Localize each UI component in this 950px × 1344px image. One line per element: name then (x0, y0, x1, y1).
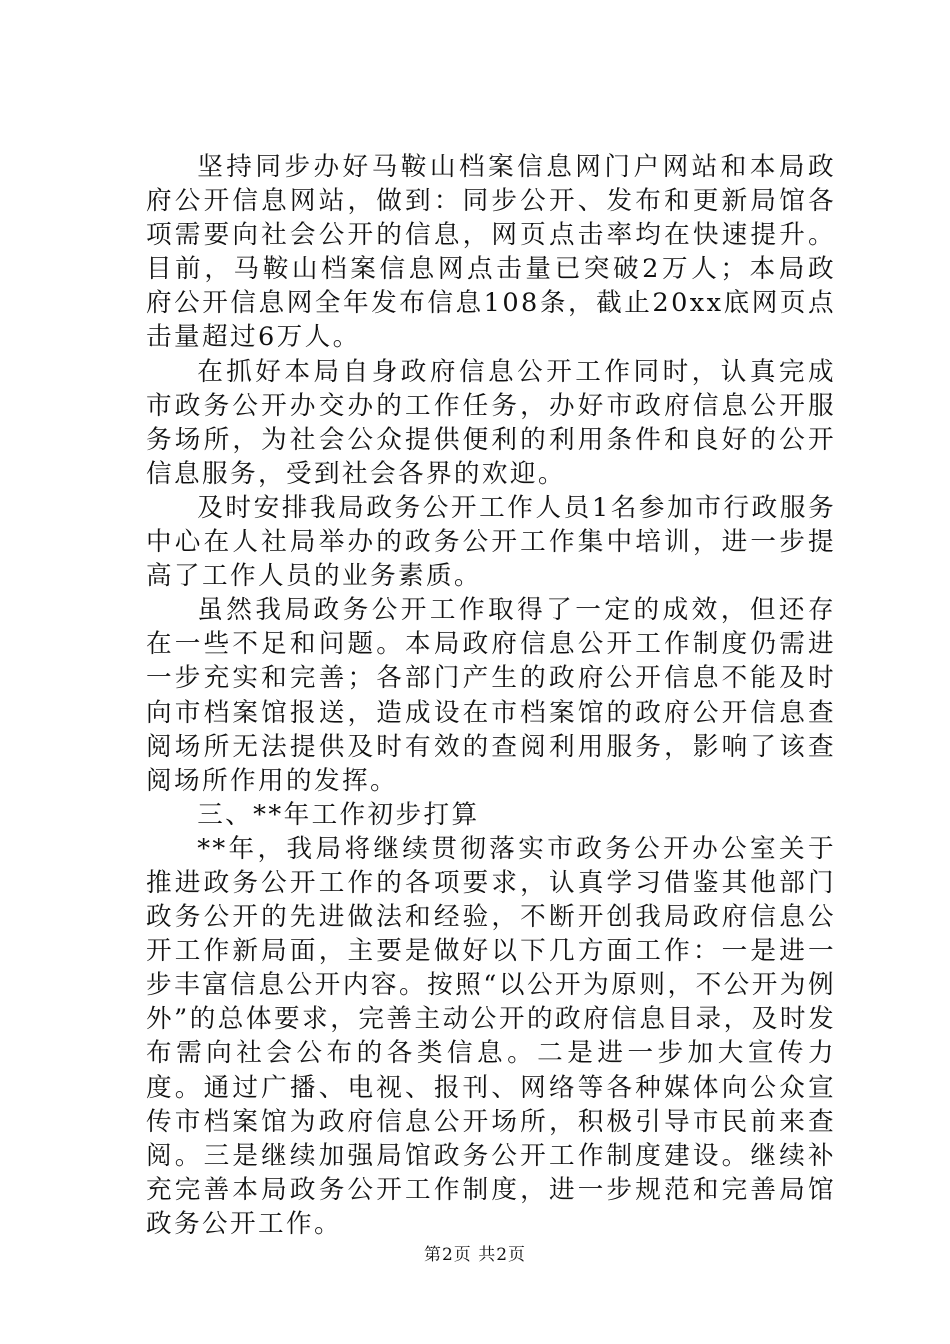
document-body (146, 150, 836, 1241)
paragraph-plan: **年，我局将继续贯彻落实市政务公开办公室关于推进政务公开工作的各项要求，认真学习借鉴其他部门政务公开的先进做法和经验，不断开创我局政府信息公开工作新局面，主要是做好以下几方面工作：一是进一步丰富信息公开内容。按照“以公开为原则，不公开为例外”的总体要求，完善主动公开的政府信息目录，及时发布需向社会公布的各类信息。二是进一步加大宣传力度。通过广播、电视、报刊、网络等各种媒体向公众宣传市档案馆为政府信息公开场所，积极引导市民前来查阅。三是继续加强局馆政务公开工作制度建设。继续补充完善本局政务公开工作制度，进一步规范和完善局馆政务公开工作。 (146, 833, 836, 1239)
page-number-footer: 第2页 共2页 (423, 1245, 527, 1265)
paragraph-problems: 虽然我局政务公开工作取得了一定的成效，但还存在一些不足和问题。本局政府信息公开工作制度仍需进一步充实和完善；各部门产生的政府公开信息不能及时向市档案馆报送，造成设在市档案馆的政府公开信息查阅场所无法提供及时有效的查阅利用服务，影响了该查阅场所作用的发挥。 (146, 595, 836, 796)
paragraph-service-venue: 在抓好本局自身政府信息公开工作同时，认真完成市政务公开办交办的工作任务，办好市政府信息公开服务场所，为社会公众提供便利的利用条件和良好的公开信息服务，受到社会各界的欢迎。 (146, 356, 836, 489)
paragraph-training: 及时安排我局政务公开工作人员1名参加市行政服务中心在人社局举办的政务公开工作集中培训，进一步提高了工作人员的业务素质。 (146, 492, 836, 592)
paragraph-website: 坚持同步办好马鞍山档案信息网门户网站和本局政府公开信息网站，做到：同步公开、发布和更新局馆各项需要向社会公开的信息，网页点击率均在快速提升。目前，马鞍山档案信息网点击量已突破2万人；本局政府公开信息网全年发布信息108条，截止20xx底网页点击量超过6万人。 (146, 152, 836, 353)
section-heading: 三、**年工作初步打算 (197, 799, 480, 830)
